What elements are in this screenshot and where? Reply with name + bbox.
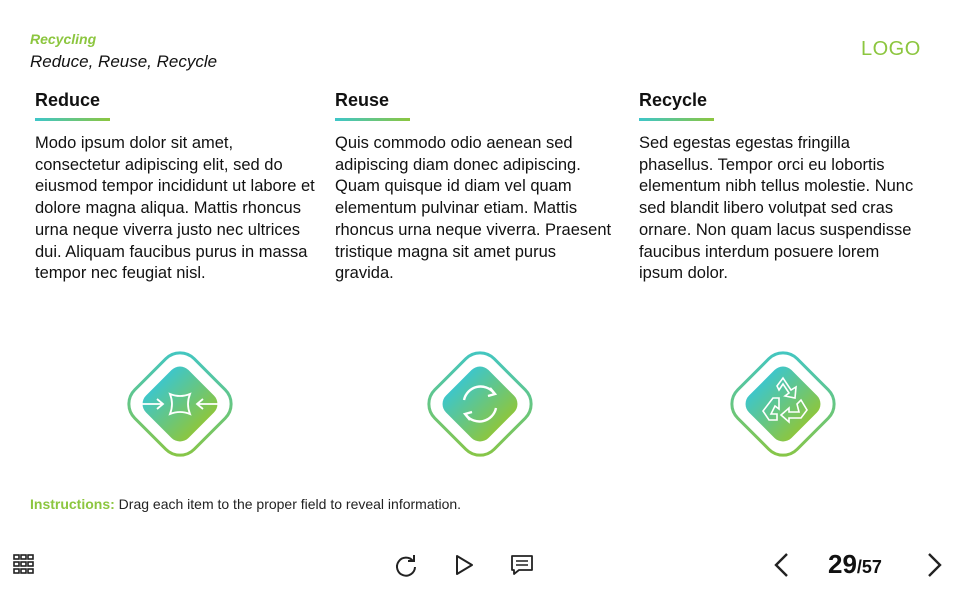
previous-button[interactable]: [767, 550, 797, 580]
slide-title: Reduce, Reuse, Recycle: [30, 52, 218, 71]
column-text-recycle: Sed egestas egestas fringilla phasellus. Tempor orci eu lobortis elementum nibh tellus molestie. Nunc sed blandit libero volutpat sed cras ornare. Non quam lacus suspendisse faucibus interdum posuere lorem ipsum dolor.: [639, 134, 914, 283]
play-button[interactable]: [449, 550, 479, 580]
total-pages: /57: [856, 557, 882, 577]
circular-arrows-icon: [414, 338, 546, 470]
instructions-text: Drag each item to the proper field to reveal information.: [118, 496, 462, 512]
notes-icon: [507, 550, 537, 580]
play-icon: [449, 550, 479, 580]
chevron-right-icon: [919, 550, 949, 580]
topic-label: Recycling: [30, 31, 97, 47]
drop-field-reuse[interactable]: [335, 90, 615, 285]
logo: LOGO: [861, 38, 921, 60]
next-button[interactable]: [919, 550, 949, 580]
grid-menu-icon: [10, 550, 40, 580]
chevron-left-icon: [767, 550, 797, 580]
instructions: [30, 496, 461, 512]
column-text-reduce: Modo ipsum dolor sit amet, consectetur adipiscing elit, sed do eiusmod tempor incididunt ut labore et dolore magna aliqua. Mattis rhoncus urna neque viverra justo nec ultrices dui. Aliquam faucibus purus in massa tempor nec feugiat nisl.: [35, 134, 315, 283]
column-title-recycle: Recycle: [639, 90, 708, 110]
notes-button[interactable]: [507, 550, 537, 580]
column-title-reuse: Reuse: [335, 90, 390, 110]
replay-button[interactable]: [391, 550, 421, 580]
column-text-reuse: Quis commodo odio aenean sed adipiscing diam donec adipiscing. Quam quisque id diam vel quam elementum pulvinar etiam. Mattis rhoncus urna neque viverra. Praesent tristique magna sit amet purus gravida.: [335, 134, 612, 283]
drag-item-reuse[interactable]: [414, 338, 546, 470]
menu-button[interactable]: [10, 550, 40, 580]
replay-icon: [391, 550, 421, 580]
recycle-icon: [717, 338, 849, 470]
current-page: 29: [828, 549, 857, 579]
drag-item-reduce[interactable]: [114, 338, 246, 470]
column-title-reduce: Reduce: [35, 90, 101, 110]
instructions-label: Instructions:: [30, 496, 115, 512]
drag-item-recycle[interactable]: [717, 338, 849, 470]
title-underline: [639, 118, 714, 121]
title-underline: [35, 118, 110, 121]
drop-field-recycle[interactable]: [639, 90, 919, 285]
drop-field-reduce[interactable]: [35, 90, 315, 285]
title-underline: [335, 118, 410, 121]
compress-arrows-icon: [114, 338, 246, 470]
page-counter: [828, 549, 882, 580]
